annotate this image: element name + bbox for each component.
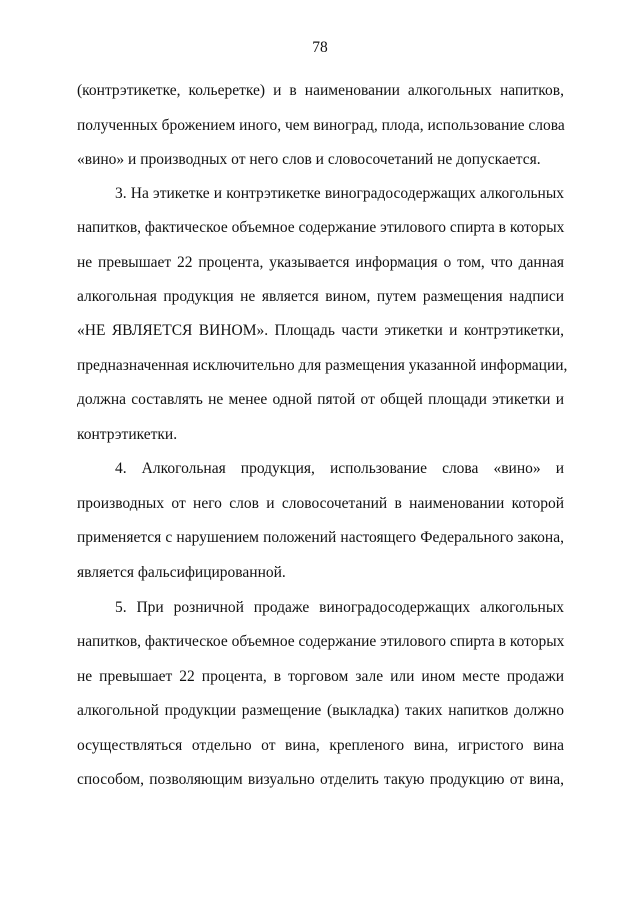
paragraph-2-line-7: должна составлять не менее одной пятой от общей площади этикетки и bbox=[77, 391, 564, 408]
paragraph-3-line-2: производных от него слов и словосочетаний в наименовании которой bbox=[77, 495, 564, 512]
paragraph-4-line-4: алкогольной продукции размещение (выкладка) таких напитков должно bbox=[77, 702, 564, 719]
paragraph-2-line-6: предназначенная исключительно для размещения указанной информации, bbox=[77, 357, 568, 374]
paragraph-2-line-3: не превышает 22 процента, указывается информация о том, что данная bbox=[77, 254, 564, 271]
paragraph-2-line-1: 3. На этикетке и контрэтикетке виноградосодержащих алкогольных bbox=[115, 185, 564, 202]
paragraph-4-line-1: 5. При розничной продаже виноградосодержащих алкогольных bbox=[115, 599, 564, 616]
paragraph-4-line-5: осуществляться отдельно от вина, крепленого вина, игристого вина bbox=[77, 737, 564, 754]
page-number: 78 bbox=[312, 39, 328, 56]
paragraph-4-line-6: способом, позволяющим визуально отделить такую продукцию от вина, bbox=[77, 771, 564, 788]
paragraph-2-line-2: напитков, фактическое объемное содержание этилового спирта в которых bbox=[77, 219, 565, 236]
paragraph-2-line-8: контрэтикетки. bbox=[77, 426, 178, 443]
paragraph-1-line-1: (контрэтикетке, кольеретке) и в наименовании алкогольных напитков, bbox=[77, 82, 564, 99]
paragraph-2-line-4: алкогольная продукция не является вином, путем размещения надписи bbox=[77, 288, 564, 305]
paragraph-2-line-5: «НЕ ЯВЛЯЕТСЯ ВИНОМ». Площадь части этикетки и контрэтикетки, bbox=[77, 322, 564, 339]
paragraph-3-line-3: применяется с нарушением положений настоящего Федерального закона, bbox=[77, 529, 564, 546]
paragraph-4-line-2: напитков, фактическое объемное содержание этилового спирта в которых bbox=[77, 633, 565, 650]
paragraph-1-line-3: «вино» и производных от него слов и словосочетаний не допускается. bbox=[77, 151, 541, 168]
paragraph-3-line-1: 4. Алкогольная продукция, использование слова «вино» и bbox=[115, 460, 564, 477]
paragraph-4-line-3: не превышает 22 процента, в торговом зале или ином месте продажи bbox=[77, 668, 564, 685]
paragraph-3-line-4: является фальсифицированной. bbox=[77, 564, 286, 581]
paragraph-1-line-2: полученных брожением иного, чем виноград, плода, использование слова bbox=[77, 117, 565, 134]
